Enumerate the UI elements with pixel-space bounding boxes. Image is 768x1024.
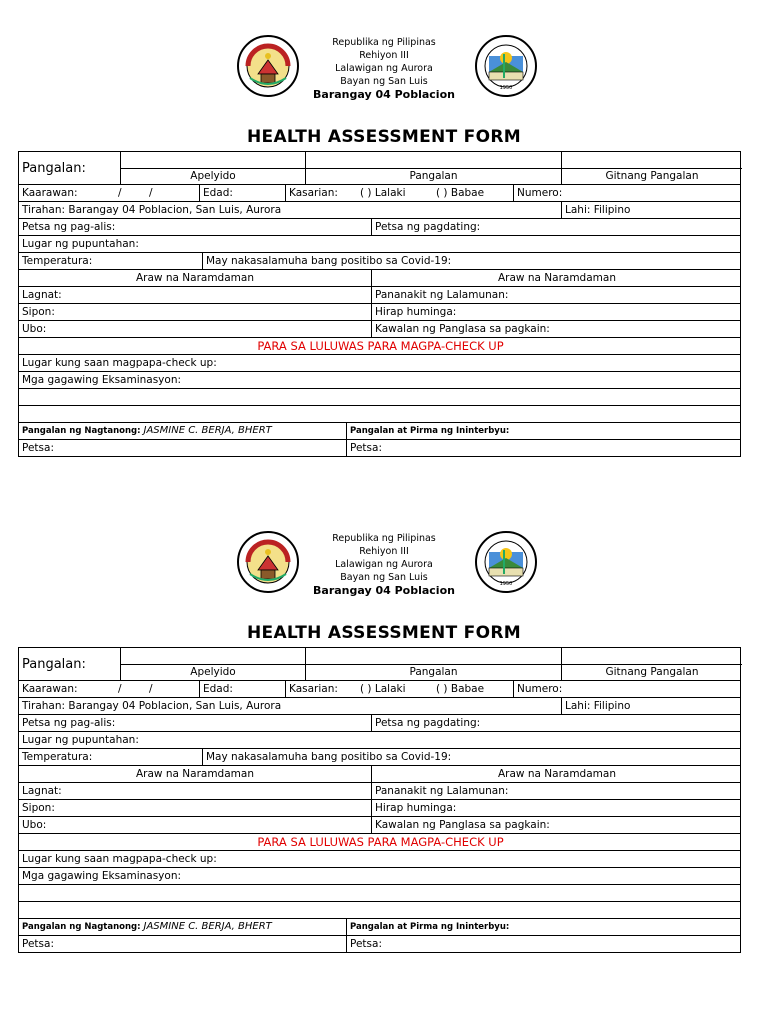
gov-line: Rehiyon III (359, 546, 409, 557)
barangay-name: Barangay 04 Poblacion (313, 584, 455, 597)
blank-field[interactable] (19, 902, 742, 918)
blank-row (18, 389, 741, 406)
travel-dates-row (18, 715, 741, 732)
pangalan-sub-label: Pangalan (305, 168, 561, 185)
petsa-alis-field[interactable]: Petsa ng pag-alis: (22, 717, 116, 729)
destination-row (18, 236, 741, 253)
form-grid (18, 647, 741, 953)
petsa-dating-field[interactable]: Petsa ng pagdating: (371, 715, 742, 731)
health-form-1 (0, 0, 768, 480)
kawalan-field[interactable]: Kawalan ng Panglasa sa pagkain: (371, 321, 742, 337)
pangalan-sub-label: Pangalan (305, 664, 561, 681)
edad-field[interactable]: Edad: (199, 185, 285, 201)
gitnang-pangalan-field[interactable] (561, 152, 742, 169)
kasarian-field[interactable] (285, 185, 513, 201)
babae-option[interactable]: ( ) Babae (436, 683, 485, 695)
apelyido-label: Apelyido (120, 168, 305, 185)
araw-header-right: Araw na Naramdaman (371, 766, 742, 782)
eksaminasyon-field[interactable]: Mga gagawing Eksaminasyon: (22, 870, 182, 882)
birthday-row (18, 681, 741, 698)
lugar-checkup-field[interactable]: Lugar kung saan magpapa-check up: (22, 853, 217, 865)
signature-row (18, 423, 741, 440)
nagtanong-name: JASMINE C. BERJA, BHERT (143, 425, 272, 436)
birthday-row (18, 185, 741, 202)
ininterbyu-field[interactable]: Pangalan at Pirma ng Ininterbyu: (346, 423, 742, 439)
temperatura-field[interactable]: Temperatura: (22, 255, 93, 267)
address-row (18, 698, 741, 715)
address-row (18, 202, 741, 219)
blank-field[interactable] (19, 885, 742, 901)
numero-field[interactable]: Numero: (513, 185, 742, 201)
government-header (284, 36, 484, 101)
temperature-row (18, 253, 741, 270)
ininterbyu-field[interactable]: Pangalan at Pirma ng Ininterbyu: (346, 919, 742, 935)
checkup-section-title: PARA SA LULUWAS PARA MAGPA-CHECK UP (257, 835, 504, 849)
checkup-section-row (18, 338, 741, 355)
hirap-field[interactable]: Hirap huminga: (371, 800, 742, 816)
petsa-alis-field[interactable]: Petsa ng pag-alis: (22, 221, 116, 233)
kaarawan-label: Kaarawan: (22, 683, 78, 695)
gitnang-pangalan-label: Gitnang Pangalan (561, 664, 742, 681)
destination-row (18, 732, 741, 749)
lugar-checkup-field[interactable]: Lugar kung saan magpapa-check up: (22, 357, 217, 369)
nagtanong-field[interactable] (19, 423, 346, 439)
gov-line: Republika ng Pilipinas (332, 533, 436, 544)
form-header (0, 496, 768, 596)
blank-row (18, 902, 741, 919)
lagnat-field[interactable]: Lagnat: (22, 785, 62, 797)
apelyido-label: Apelyido (120, 664, 305, 681)
gov-line: Republika ng Pilipinas (332, 37, 436, 48)
svg-text:1950: 1950 (499, 581, 513, 587)
lahi-text: Lahi: Filipino (561, 202, 742, 218)
apelyido-field[interactable] (120, 648, 305, 665)
kawalan-field[interactable]: Kawalan ng Panglasa sa pagkain: (371, 817, 742, 833)
gitnang-pangalan-label: Gitnang Pangalan (561, 168, 742, 185)
lahi-text: Lahi: Filipino (561, 698, 742, 714)
gov-line: Lalawigan ng Aurora (335, 63, 433, 74)
date-row (18, 936, 741, 953)
date-slash: / (118, 187, 122, 199)
exam-row (18, 372, 741, 389)
eksaminasyon-field[interactable]: Mga gagawing Eksaminasyon: (22, 374, 182, 386)
barangay-name: Barangay 04 Poblacion (313, 88, 455, 101)
checkup-section-title: PARA SA LULUWAS PARA MAGPA-CHECK UP (257, 339, 504, 353)
tirahan-text: Tirahan: Barangay 04 Poblacion, San Luis, Aurora (22, 204, 282, 216)
symptom-row (18, 817, 741, 834)
lalaki-option[interactable]: ( ) Lalaki (360, 187, 406, 199)
pangalan-label: Pangalan: (22, 657, 86, 672)
date-slash: / (149, 683, 153, 695)
petsa-field-left[interactable]: Petsa: (22, 938, 54, 950)
name-row (18, 151, 741, 185)
nakasalamuha-field[interactable]: May nakasalamuha bang positibo sa Covid-19: (202, 253, 742, 269)
petsa-field-right[interactable]: Petsa: (346, 936, 742, 952)
nagtanong-label: Pangalan ng Nagtanong: (22, 426, 141, 436)
form-title: HEALTH ASSESSMENT FORM (247, 623, 521, 643)
form-title: HEALTH ASSESSMENT FORM (247, 127, 521, 147)
symptom-row (18, 800, 741, 817)
pangalan-label: Pangalan: (22, 161, 86, 176)
municipality-seal-icon (474, 34, 538, 98)
ubo-field[interactable]: Ubo: (22, 819, 47, 831)
gov-line: Lalawigan ng Aurora (335, 559, 433, 570)
gov-line: Rehiyon III (359, 50, 409, 61)
kasarian-label: Kasarian: (289, 683, 338, 695)
kasarian-label: Kasarian: (289, 187, 338, 199)
government-header (284, 532, 484, 597)
blank-field[interactable] (19, 389, 742, 405)
health-form-2 (0, 496, 768, 976)
travel-dates-row (18, 219, 741, 236)
municipality-seal-icon (474, 530, 538, 594)
symptom-row (18, 321, 741, 338)
symptom-row (18, 287, 741, 304)
petsa-field-left[interactable]: Petsa: (22, 442, 54, 454)
numero-field[interactable]: Numero: (513, 681, 742, 697)
lugar-field[interactable]: Lugar ng pupuntahan: (22, 238, 139, 250)
ubo-field[interactable]: Ubo: (22, 323, 47, 335)
svg-text:1950: 1950 (499, 85, 513, 91)
petsa-field-right[interactable]: Petsa: (346, 440, 742, 456)
nagtanong-name: JASMINE C. BERJA, BHERT (143, 921, 272, 932)
checkup-place-row (18, 355, 741, 372)
temperatura-field[interactable]: Temperatura: (22, 751, 93, 763)
checkup-place-row (18, 851, 741, 868)
symptom-row (18, 783, 741, 800)
kasarian-field[interactable] (285, 681, 513, 697)
date-slash: / (118, 683, 122, 695)
nagtanong-label: Pangalan ng Nagtanong: (22, 922, 141, 932)
nagtanong-field[interactable] (19, 919, 346, 935)
symptom-row (18, 304, 741, 321)
edad-field[interactable]: Edad: (199, 681, 285, 697)
lalaki-option[interactable]: ( ) Lalaki (360, 683, 406, 695)
petsa-dating-field[interactable]: Petsa ng pagdating: (371, 219, 742, 235)
exam-row (18, 868, 741, 885)
blank-field[interactable] (19, 406, 742, 422)
araw-header-right: Araw na Naramdaman (371, 270, 742, 286)
kaarawan-label: Kaarawan: (22, 187, 78, 199)
kaarawan-field[interactable] (19, 185, 199, 201)
signature-row (18, 919, 741, 936)
temperature-row (18, 749, 741, 766)
lugar-field[interactable]: Lugar ng pupuntahan: (22, 734, 139, 746)
gitnang-pangalan-field[interactable] (561, 648, 742, 665)
blank-row (18, 885, 741, 902)
pananakit-field[interactable]: Pananakit ng Lalamunan: (371, 287, 742, 303)
form-grid (18, 151, 741, 457)
blank-row (18, 406, 741, 423)
kaarawan-field[interactable] (19, 681, 199, 697)
date-slash: / (149, 187, 153, 199)
babae-option[interactable]: ( ) Babae (436, 187, 485, 199)
gov-line: Bayan ng San Luis (340, 572, 428, 583)
symptoms-header-row (18, 270, 741, 287)
date-row (18, 440, 741, 457)
araw-header-left: Araw na Naramdaman (136, 272, 254, 284)
sipon-field[interactable]: Sipon: (22, 802, 55, 814)
sipon-field[interactable]: Sipon: (22, 306, 55, 318)
hirap-field[interactable]: Hirap huminga: (371, 304, 742, 320)
nakasalamuha-field[interactable]: May nakasalamuha bang positibo sa Covid-19: (202, 749, 742, 765)
pananakit-field[interactable]: Pananakit ng Lalamunan: (371, 783, 742, 799)
checkup-section-row (18, 834, 741, 851)
lagnat-field[interactable]: Lagnat: (22, 289, 62, 301)
form-header (0, 0, 768, 100)
name-row (18, 647, 741, 681)
tirahan-text: Tirahan: Barangay 04 Poblacion, San Luis, Aurora (22, 700, 282, 712)
gov-line: Bayan ng San Luis (340, 76, 428, 87)
apelyido-field[interactable] (120, 152, 305, 169)
pangalan-field[interactable] (305, 152, 561, 169)
symptoms-header-row (18, 766, 741, 783)
pangalan-field[interactable] (305, 648, 561, 665)
araw-header-left: Araw na Naramdaman (136, 768, 254, 780)
